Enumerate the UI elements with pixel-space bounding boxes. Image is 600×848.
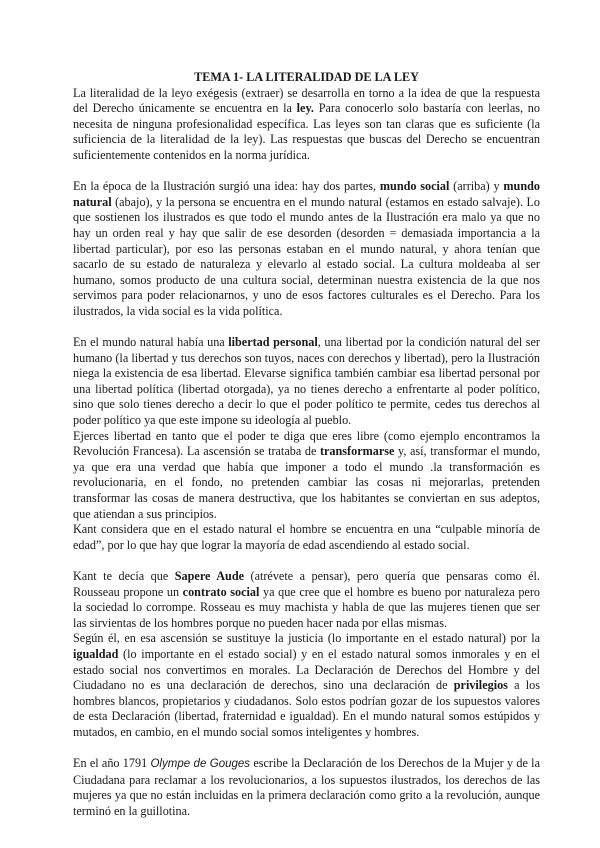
document-page: [73, 70, 540, 820]
bold-term: ley.: [296, 101, 314, 116]
bold-term: mundo social: [379, 179, 450, 194]
paragraph-text: , una libertad por la condición natural del ser humano (la libertad y tus derechos son tuyos, naces con derechos y libertad), pero la Ilustración niega la existencia de esa libertad. Elevarse significa también cambiar esa libertad personal por una libertad política (libertad otorgada), ya no tienes derecho a enfrentarte al poder político, sino que solo tienes derecho a decir lo que el poder político te permite, cedes tus derechos al poder político ya que este impone su ideología al pueblo.: [73, 335, 540, 428]
paragraph-text: En el mundo natural había una: [73, 335, 229, 350]
italic-name: Olympe de Gouges: [150, 758, 251, 771]
bold-term: privilegios: [453, 678, 508, 693]
paragraph: [73, 335, 540, 429]
paragraph: [73, 756, 540, 819]
paragraph: [73, 569, 540, 631]
paragraph-text: (abajo), y la persona se encuentra en el mundo natural (estamos en estado salvaje). Lo que sostienen los ilustrados es que todo el mundo antes de la Ilustración era malo ya que no hay un orden real y hay que salir de ese desorden (desorden = demasiada importancia a la libertad particular), por eso las personas estaban en el mundo natural, y ahora tenían que sacarlo de su estado de naturaleza y elevarlo al estado social. La cultura moldeaba al ser humano, somos producto de una cultura social, determinan nuestra existencia de la que nos servimos para poder relacionarnos, y uno de esos factores culturales es el Derecho. Para los ilustrados, la vida social es la vida política.: [73, 194, 540, 318]
paragraph-text: Según él, en esa ascensión se sustituye la justicia (lo importante en el estado natural) por la: [73, 631, 540, 646]
bold-term: libertad personal: [228, 335, 318, 350]
paragraph-text: En el año 1791: [73, 756, 151, 771]
bold-term: mundo natural: [73, 179, 540, 209]
paragraph-text: Ejerces libertad en tanto que el poder te diga que eres libre (como ejemplo encontramos la Revolución Francesa). La ascensión se trataba de: [73, 428, 540, 459]
paragraph-text: (arriba) y: [449, 179, 504, 194]
paragraph-text: Para conocerlo solo bastaría con leerlas, no necesita de ninguna profesionalidad específica. Las leyes son tan claras que es suficiente (la suficiencia de la literalidad de la ley). Las respuestas que buscas del Derecho se encuentran suficientemente contenidos en la norma jurídica.: [73, 101, 540, 162]
document-body: [73, 86, 540, 820]
paragraph-text: ya que cree que el hombre es bueno por naturaleza pero la sociedad lo corrompe. Rosseau es muy machista y habla de que las mujeres tienen que ser las sirvientas de los hombres porque no pueden hacer nada por ellas mismas.: [73, 584, 540, 630]
paragraph-text: Kant te decía que: [73, 569, 175, 583]
paragraph-text: y, así, transformar el mundo, ya que era una verdad que había que imponer a todo el mundo .la transformación es revolucionaria, en el fondo, no pretenden cambiar las cosas ni mejorarlas, pretenden transformar las cosas de manera destructiva, que los habitantes se conviertan en sus adeptos, que atiendan a sus principios.: [73, 444, 540, 521]
bold-term: Sapere Aude: [174, 569, 245, 583]
paragraph: [73, 179, 540, 319]
bold-term: contrato social: [182, 584, 260, 599]
paragraph: [73, 631, 540, 740]
paragraph-text: La literalidad de la leyo exégesis (extraer) se desarrolla en torno a la idea de que la respuesta del Derecho únicamente se encuentra en la: [73, 85, 540, 116]
paragraph-text: (atrévete a pensar), pero quería que pensaras como él. Rousseau propone un: [73, 569, 540, 599]
paragraph-text: En la época de la Ilustración surgió una idea: hay dos partes,: [73, 179, 380, 194]
paragraph-text: a los hombres blancos, propietarios y ciudadanos. Solo estos podrían gozar de los supuestos valores de esta Declaración (libertad, fraternidad e igualdad). En el mundo natural somos estúpidos y mutados, en cambio, en el mundo social somos inteligentes y hombres.: [73, 678, 540, 739]
document-title: TEMA 1- LA LITERALIDAD DE LA LEY: [194, 70, 419, 84]
paragraph-text: escribe la Declaración de los Derechos de la Mujer y de la Ciudadana para reclamar a los revolucionarios, a los supuestos ilustrados, los derechos de las mujeres ya que no están incluidas en la primera declaración como grito a la revolución, aunque terminó en la guillotina.: [73, 756, 540, 818]
bold-term: igualdad: [73, 646, 119, 661]
paragraph: [73, 429, 540, 523]
paragraph: [73, 86, 540, 164]
paragraph-text: (lo importante en el estado social) y en el estado natural somos inmorales y en el estado social nos convertimos en morales. La Declaración de Derechos del Hombre y del Ciudadano no es una declaración de derechos, sino una declaración de: [73, 646, 540, 693]
paragraph-text: Kant considera que en el estado natural el hombre se encuentra en una “culpable minoría de edad”, por lo que hay que lograr la mayoría de edad ascendiendo al estado social.: [73, 522, 540, 552]
paragraph: [73, 522, 540, 553]
bold-term: transformarse: [319, 444, 395, 459]
